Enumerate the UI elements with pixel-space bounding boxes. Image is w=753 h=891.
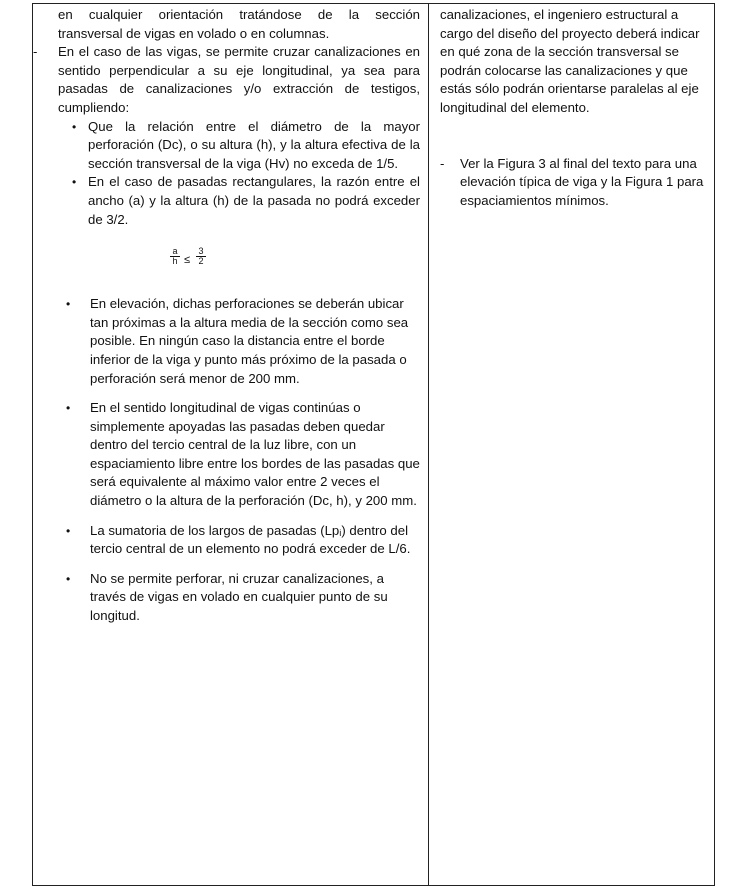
right-paragraph-2: Ver la Figura 3 al final del texto para una elevación típica de viga y la Figura 1 para espaciamientos mínimos. [460,155,704,208]
right-paragraph-1: canalizaciones, el ingeniero estructural a cargo del diseño del proyecto deberá indicar en qué zona de la sección transversal se podrán colocarse las canalizaciones y que estás sólo podrán orientarse paralelas al eje longitudinal del elemento. [440,7,700,115]
dash-marker: - [33,44,38,60]
bullet-marker: • [72,175,77,190]
formula-operator: ≤ [184,254,191,267]
formula-lhs-den: h [172,256,178,267]
formula-lhs [170,247,180,266]
left-column [33,6,420,626]
intro-line-2: transversal de vigas en volado o en columnas. [58,25,330,41]
sub-bullet-relacion [72,118,420,174]
item-vigas-text: En el caso de las vigas, se permite cruzar canalizaciones en sentido perpendicular a su eje longitudinal, ya sea para pasadas de canalizaciones y/o extracción de testigos, cumpliendo: [58,44,420,115]
bullet-volado [66,570,420,626]
bullet-longitudinal-text: En el sentido longitudinal de vigas continúas o simplemente apoyadas las pasadas deben quedar dentro del tercio central de la luz libre, con un espaciamiento libre entre los bordes de las pasadas que será equivalente al máximo valor entre 2 veces el diámetro o la altura de la perforación (Dc, h), y 200 mm. [90,400,420,509]
bullet-marker: • [66,297,71,312]
sub-bullet-rectangulares [72,173,420,229]
bullet-marker: • [66,401,71,416]
dash-marker: - [440,155,445,171]
list-item-vigas [33,43,420,117]
bullet-longitudinal [66,399,420,511]
intro-line-1: en cualquier orientación tratándose de la sección [58,7,420,22]
bullet-elevacion [66,295,420,388]
bullet-sumatoria [66,522,420,559]
bullet-elevacion-text: En elevación, dichas perforaciones se deberán ubicar tan próximas a la altura media de la sección como sea posible. En ningún caso la distancia entre el borde inferior de la viga y punto más próximo de la pasada o perforación será menor de 200 mm. [90,296,409,386]
formula-a-over-h [170,243,420,295]
bullet-sumatoria-text: La sumatoria de los largos de pasadas (Lpᵢ) dentro del tercio central de un elemento no podrá exceder de L/6. [90,522,411,557]
sub-bullet-relacion-text: Que la relación entre el diámetro de la mayor perforación (Dc), o su altura (h), y la altura efectiva de la sección transversal de la viga (Hv) no exceda de 1/5. [88,118,420,171]
column-divider [428,3,429,886]
formula-rhs [196,247,206,266]
formula-lhs-num: a [170,247,180,257]
bullet-marker: • [66,523,71,538]
bullet-volado-text: No se permite perforar, ni cruzar canalizaciones, a través de vigas en volado en cualquier punto de su longitud. [90,570,388,624]
sub-bullet-rectangulares-text: En el caso de pasadas rectangulares, la razón entre el ancho (a) y la altura (h) de la pasada no podrá exceder de 3/2. [88,174,420,227]
formula-rhs-den: 2 [198,256,204,267]
list-item-figura [440,155,710,211]
formula-rhs-num: 3 [196,247,206,257]
bullet-marker: • [72,119,77,134]
right-column [440,6,710,210]
bullet-marker: • [66,571,71,586]
